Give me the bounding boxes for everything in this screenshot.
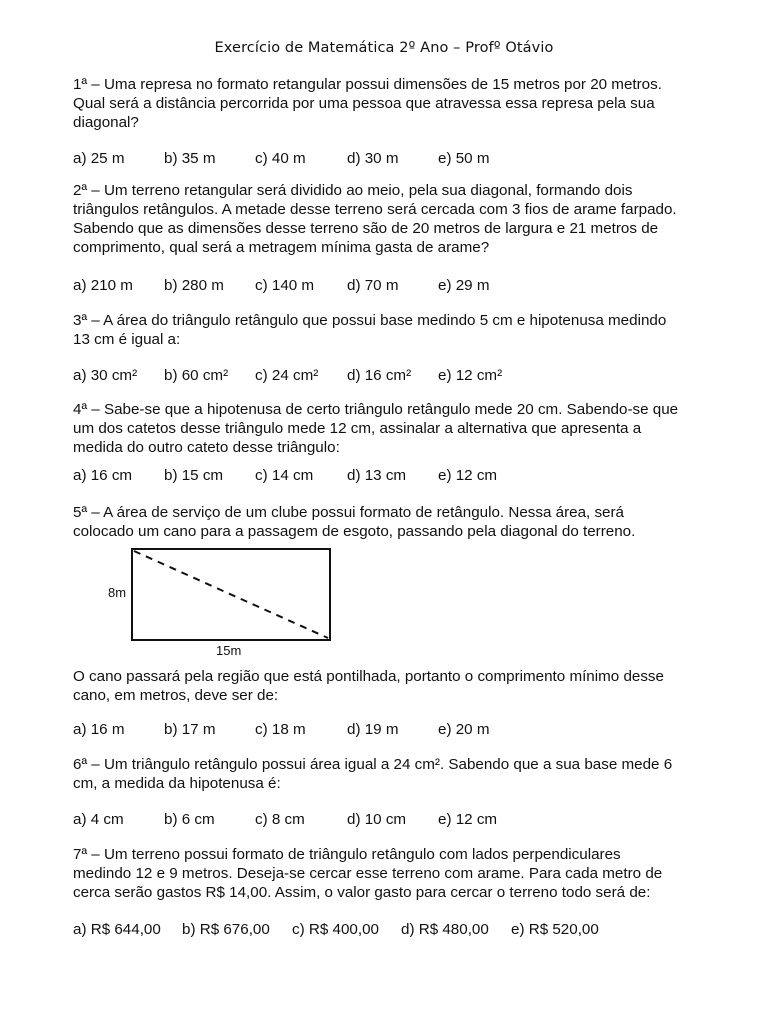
- option-b: b) 6 cm: [164, 811, 215, 828]
- option-b: b) 60 cm²: [164, 367, 229, 384]
- question-text-line: 13 cm é igual a:: [73, 331, 181, 348]
- question-text-line: diagonal?: [73, 114, 139, 131]
- rectangle-figure: [100, 545, 350, 660]
- option-d: d) 10 cm: [347, 811, 407, 828]
- option-a: a) 16 cm: [73, 467, 133, 484]
- question-text-line: comprimento, qual será a metragem mínima gasta de arame?: [73, 239, 490, 256]
- option-c: c) 18 m: [255, 721, 306, 738]
- option-e: e) 12 cm: [438, 811, 498, 828]
- question-text-line: 7ª – Um terreno possui formato de triângulo retângulo com lados perpendiculares: [73, 846, 621, 863]
- question-5-options: [73, 720, 733, 739]
- question-text-line: Qual será a distância percorrida por uma pessoa que atravessa essa represa pela sua: [73, 95, 655, 112]
- question-5: [73, 503, 698, 541]
- option-c: c) 140 m: [255, 277, 315, 294]
- option-a: a) 16 m: [73, 721, 125, 738]
- width-label: 15m: [216, 643, 242, 658]
- question-text-line: cm, a medida da hipotenusa é:: [73, 775, 281, 792]
- option-d: d) 16 cm²: [347, 367, 412, 384]
- question-text-line: triângulos retângulos. A metade desse terreno será cercada com 3 fios de arame farpado.: [73, 201, 677, 218]
- question-2-options: [73, 276, 733, 295]
- question-text-line: 4ª – Sabe-se que a hipotenusa de certo triângulo retângulo mede 20 cm. Sabendo-se que: [73, 401, 679, 418]
- height-label: 8m: [108, 585, 127, 600]
- question-text-line: 6ª – Um triângulo retângulo possui área igual a 24 cm². Sabendo que a sua base mede 6: [73, 756, 673, 773]
- question-4-options: [73, 466, 733, 485]
- option-b: b) 17 m: [164, 721, 216, 738]
- option-d: d) 19 m: [347, 721, 399, 738]
- question-6: [73, 755, 698, 793]
- option-e: e) 50 m: [438, 150, 490, 167]
- option-a: a) 210 m: [73, 277, 133, 294]
- question-7-options: [73, 920, 733, 939]
- question-text-line: 2ª – Um terreno retangular será dividido ao meio, pela sua diagonal, formando dois: [73, 182, 633, 199]
- question-text-line: 5ª – A área de serviço de um clube possui formato de retângulo. Nessa área, será: [73, 504, 624, 521]
- option-d: d) 13 cm: [347, 467, 407, 484]
- question-7: [73, 845, 698, 902]
- option-e: e) 20 m: [438, 721, 490, 738]
- option-e: e) 12 cm: [438, 467, 498, 484]
- option-e: e) R$ 520,00: [511, 921, 599, 938]
- option-d: d) 30 m: [347, 150, 399, 167]
- question-text-line: um dos catetos desse triângulo mede 12 cm, assinalar a alternativa que apresenta a: [73, 420, 642, 437]
- question-text-line: 1ª – Uma represa no formato retangular possui dimensões de 15 metros por 20 metros.: [73, 76, 662, 93]
- question-text-line: cano, em metros, deve ser de:: [73, 687, 279, 704]
- question-1-options: [73, 149, 733, 168]
- option-b: b) R$ 676,00: [182, 921, 270, 938]
- dashed-diagonal: [134, 551, 328, 638]
- question-4: [73, 400, 698, 457]
- question-text-line: medindo 12 e 9 metros. Deseja-se cercar esse terreno com arame. Para cada metro de: [73, 865, 663, 882]
- option-b: b) 15 cm: [164, 467, 224, 484]
- worksheet-title: Exercício de Matemática 2º Ano – Profº Otávio: [214, 40, 554, 56]
- question-6-options: [73, 810, 733, 829]
- option-c: c) 40 m: [255, 150, 306, 167]
- option-e: e) 12 cm²: [438, 367, 503, 384]
- option-c: c) 24 cm²: [255, 367, 319, 384]
- question-text-line: colocado um cano para a passagem de esgoto, passando pela diagonal do terreno.: [73, 523, 636, 540]
- option-a: a) 25 m: [73, 150, 125, 167]
- option-d: d) R$ 480,00: [401, 921, 489, 938]
- question-5-continuation: [73, 667, 698, 705]
- option-a: a) 4 cm: [73, 811, 124, 828]
- question-3: [73, 311, 698, 349]
- option-b: b) 280 m: [164, 277, 224, 294]
- question-text-line: cerca serão gastos R$ 14,00. Assim, o valor gasto para cercar o terreno todo será de:: [73, 884, 651, 901]
- option-e: e) 29 m: [438, 277, 490, 294]
- option-b: b) 35 m: [164, 150, 216, 167]
- option-a: a) R$ 644,00: [73, 921, 161, 938]
- option-c: c) 8 cm: [255, 811, 305, 828]
- question-2: [73, 181, 698, 257]
- question-text-line: medida do outro cateto desse triângulo:: [73, 439, 340, 456]
- question-text-line: O cano passará pela região que está pontilhada, portanto o comprimento mínimo desse: [73, 668, 664, 685]
- question-1: [73, 75, 698, 132]
- option-c: c) 14 cm: [255, 467, 314, 484]
- option-c: c) R$ 400,00: [292, 921, 379, 938]
- question-3-options: [73, 366, 733, 385]
- question-text-line: 3ª – A área do triângulo retângulo que possui base medindo 5 cm e hipotenusa medindo: [73, 312, 667, 329]
- option-a: a) 30 cm²: [73, 367, 138, 384]
- option-d: d) 70 m: [347, 277, 399, 294]
- question-text-line: Sabendo que as dimensões desse terreno são de 20 metros de largura e 21 metros de: [73, 220, 659, 237]
